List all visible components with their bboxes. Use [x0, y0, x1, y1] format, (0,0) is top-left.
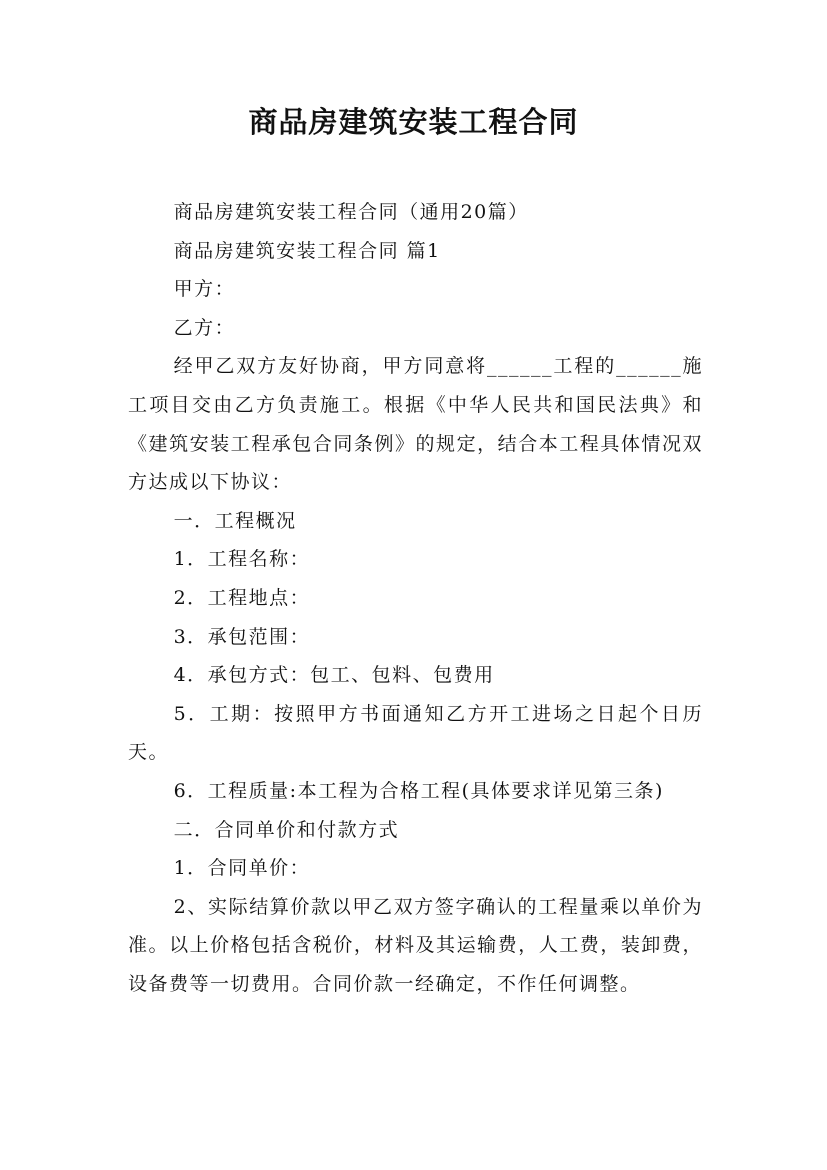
paragraph-contract-scope: 3．承包范围：	[173, 625, 311, 648]
paragraph-contract-method: 4．承包方式：包工、包料、包费用	[173, 664, 495, 687]
paragraph-chapter-heading: 商品房建筑安装工程合同 篇1	[173, 239, 441, 262]
paragraph-party-a: 甲方：	[173, 278, 236, 301]
paragraph-duration: 5．工期：按照甲方书面通知乙方开工进场之日起个日历天。	[128, 702, 703, 764]
paragraph-section-1-heading: 一．工程概况	[173, 509, 297, 532]
document-body	[128, 193, 703, 1003]
paragraph-section-2-heading: 二．合同单价和付款方式	[173, 818, 400, 841]
paragraph-settlement: 2、实际结算价款以甲乙双方签字确认的工程量乘以单价为准。以上价格包括含税价，材料及其运输费，人工费，装卸费，设备费等一切费用。合同价款一经确定，不作任何调整。	[128, 895, 703, 995]
paragraph-project-location: 2．工程地点：	[173, 586, 311, 609]
paragraph-collection-title: 商品房建筑安装工程合同（通用20篇）	[173, 201, 529, 223]
paragraph-quality: 6．工程质量:本工程为合格工程(具体要求详见第三条)	[173, 779, 664, 802]
paragraph-unit-price: 1．合同单价：	[173, 857, 311, 880]
paragraph-party-b: 乙方：	[173, 316, 236, 339]
paragraph-project-name: 1．工程名称：	[173, 548, 311, 571]
document-title: 商品房建筑安装工程合同	[248, 105, 579, 139]
paragraph-preamble: 经甲乙双方友好协商，甲方同意将______工程的______施工项目交由乙方负责施工。根据《中华人民共和国民法典》和《建筑安装工程承包合同条例》的规定，结合本工程具体情况双方达成以下协议：	[128, 355, 703, 494]
